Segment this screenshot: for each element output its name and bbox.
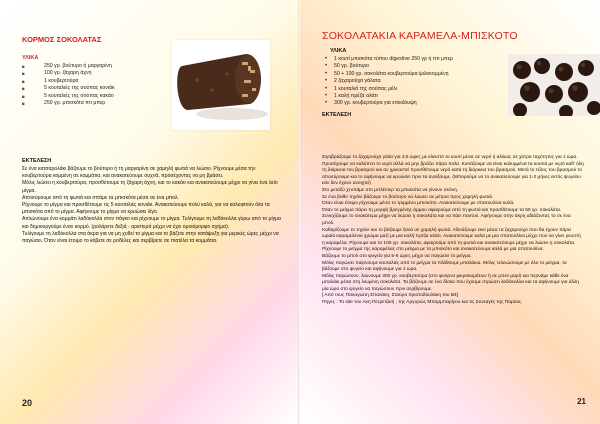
method-paragraph: Ρίχνουμε το μείγμα της καραμέλας στο μείγμα με τα μπισκότο και ανακατεύουμε καλά με μια σπατουλίνα. xyxy=(322,247,544,253)
method-paragraph: Αποσύρουμε από τη φωτιά και σπάμε τα μπισκότα μέσα σε ένα μπολ. xyxy=(22,194,179,201)
ingredient-item: • 50 + 100 γρ. σοκολάτα κουβερτούρα ψιλοκομμένη xyxy=(322,71,507,78)
ingredient-item: • 1 κουτί μπισκότα τύπου digestive 250 γρ ή πτι μπερ xyxy=(322,56,507,63)
method-text xyxy=(22,166,284,245)
recipe-title: ΚΟΡΜΟΣ ΣΟΚΟΛΑΤΑΣ xyxy=(22,35,102,44)
ingredient-item: • 1 κουταλιά της σούπας μέλι xyxy=(322,86,507,93)
ingredient-item: ◙ 5 κουταλιές της σούπας κονιάκ xyxy=(22,85,172,92)
ingredient-item: ◙ 1 κουβερτούρα xyxy=(22,78,172,85)
ingredients-heading: ΥΛΙΚΑ xyxy=(22,55,39,61)
method-paragraph: Ρίχνουμε το μίγμα και προσθέτουμε τις 5 κουταλιές κονιάκ. Ανακατεύουμε πολύ καλά, για να καλυφτούν όλα τα μπισκότα από το μίγμα. Αφήνουμε το μίγμα να κρυώσει λίγο. xyxy=(22,202,270,216)
page-number: 21 xyxy=(577,397,586,406)
ingredient-item: • 300 γρ. κουβερτούρα για επικάλυψη xyxy=(322,100,507,107)
sources-text: Πηγες : To site του Ακη Πετρετζική , της Αργυρώς Μπαρμπαρίγου και τις Συνταγές της Παρέας. xyxy=(322,300,523,306)
method-paragraph: Όταν είναι έτοιμο ρίχνουμε μέσα το τριμμένο μπισκότο. Ανακατεύουμε με σπατουλίνα καλά. xyxy=(322,201,515,207)
method-heading: ΕΚΤΕΛΕΣΗ xyxy=(322,112,352,118)
right-page xyxy=(300,0,600,424)
ingredient-item: • 1 καλή πρέζα αλάτι xyxy=(322,93,507,100)
ingredient-item: • 2 ζαχαρούχα γάλατα xyxy=(322,78,507,85)
ingredients-heading: ΥΛΙΚΑ xyxy=(330,48,347,54)
method-paragraph: Μόλις παγώσει παίρνουμε κουταλιές από το μείγμα τα πλάθουμε μπαλάκια. Μόλις τελειώσουμε με όλο το μείγμα, τα βάζουμε στο ψυγείο και αφήνουμε για 1 ώρα. xyxy=(322,260,567,273)
method-paragraph: Τυλίγουμε τη λαδόκολλα στα άκρα για να μη χυθεί το μίγμα και το βάζετε στην κατάψυξη για μερικές ώρες μέχρι να παγώσει. Όταν είναι έτοιμο το κόβετε σε ροδέλες και σερβίρετε σε πιατέλα τα κομμάτια. xyxy=(22,230,279,245)
method-paragraph: Βάζουμε το μπολ στο ψυγείο για 5-6 ώρες μέχρι να παγώσει το μείγμα. xyxy=(322,253,472,259)
recipe-title: ΣΟΚΟΛΑΤΑΚΙΑ ΚΑΡΑΜΕΛΑ-ΜΠΙΣΚΟΤΟ xyxy=(322,30,518,42)
method-text xyxy=(322,155,584,307)
method-paragraph: Μόλις παγώσουν, λιώνουμε 300 γρ. κουβερτούρα (στο φούρνο μικροκυμάτων ή σε μπεν μαρί) και περνάμε κάθε ένα μπαλάκι μέσα στη λιωμένη σοκολάτα. Τα βάζουμε σε ένα δίσκο που έχουμε στρώσει λαδόκολλα και τα αφήνουμε για άλλη μία ώρα στο ψυγείο να παγώσουν πριν σερβίρουμε. xyxy=(322,273,579,292)
method-paragraph: Σε ένα βαθύ τηγάνι βάζουμε το βούτυρο να λιώσει σε μέτρια προς χαμηλή φωτιά. xyxy=(322,194,494,200)
method-paragraph: Απλώνουμε ένα κομμάτι λαδόκολλα στον πάγκο και ρίχνουμε το μίγμα. Τυλίγουμε τη λαδόκολλα γύρω από το μίγμα και δημιουργούμε έναν κορμό. (ρολάρετε δεξιά - αριστερά μέχρι να έχει ομοιόμορφο σχήμα). xyxy=(22,216,281,230)
method-heading: ΕΚΤΕΛΕΣΗ xyxy=(22,158,52,164)
method-paragraph: Στο μεταξύ χτυπάμε στο μπλέντερ τα μπισκότα να γίνουν σκόνη. xyxy=(322,187,459,193)
method-paragraph: Όταν το μείγμα πάρει τη μορφή βρεγμένης άμμου αφαιρούμε από τη φωτιά και προσθέτουμε τα 50 γρ. σοκολάτα. Συνεχίζουμε το ανακάτεμα μέχρι να λιώσει η σοκολάτα και να πάει παντού. Αφήνουμε στην άκρη αδιάζοντας το σε ένα μπολ. xyxy=(322,207,571,226)
method-paragraph: Σιγοβράζουμε το ζαχαρούχο γάλα για 3,5 ώρες με κλειστό το κουτί μέσα σε νερό ή αλλιώς σε χύτρα ταχύτητος για 1 ώρα. Προσέχουμε να καλύπτει το νερό αλλά να μην βράζει πάρα πολύ. Κοιτάζουμε να είναι καλυμμένα τα κουτιά με νερό καθ' όλη τη διάρκεια του βρασμού και αν χρειαστεί προσθέτουμε νερό κατά τη διάρκεια του βρασμού. Μετά το τέλος του βρασμού το αποσύρουμε και το αφήνουμε να κρυώσει πριν τα ανοίξουμε. (Μπορούμε να το ανακατεύουμε για 1-2 μήνες εκτός ψυγείου εάν δεν έχουν ανοιχτεί) xyxy=(322,155,584,187)
ingredient-item: ◙ 250 γρ. βούτυρο ή μαργαρίνη xyxy=(22,63,172,70)
ingredient-item: ◙ 100 γρ. ζάχαρη άχνη xyxy=(22,70,172,77)
ingredient-item: ◙ 250 γρ. μπισκότα πτι μπερ xyxy=(22,100,172,107)
method-paragraph: Σε ένα κατσαρολάκι βάζουμε το βούτυρο ή τη μαργαρίνη σε χαμηλή φωτιά να λιώσει. Ρίχνουμε μέσα την κουβερτούρα κομμένη σε κομμάτια, και ανακατεύουμε συχνά, προσέχοντας να μη βράσει. xyxy=(22,166,256,180)
page-number: 20 xyxy=(22,398,33,408)
ingredient-item: • 50 γρ. βούτυρο xyxy=(322,63,507,70)
method-paragraph: Καθαρίζουμε το τηγάνι και το βάζουμε ξανά σε χαμηλή φωτιά. Αδειάζουμε εκεί μέσα τα ζαχαρούχα που θα έχουν πάρει ωραία καραμελένια χρώμα μαζί με μια καλή πρέζα αλάτι. Ανακατεύουμε καλά με μια σπατουλίνα μέχρι που να γίνει ρευστή η καραμέλα. Ρίχνουμε και τα 100 γρ. σοκολάτα, αφαιρούμε από τη φωτιά και ανακατεύουμε μέχρι να λιώσει η σοκολάτα. xyxy=(322,227,581,246)
ingredient-item: ◙ 5 κουταλιές της σούπας κακάο xyxy=(22,93,172,100)
credits-text: [ Από τους Παναγιώτη Σπανάκη, Σταύρο Χριστοδουλάκη του Β4] xyxy=(322,293,459,299)
chocolate-truffles-photo xyxy=(508,54,600,116)
ingredients-list xyxy=(322,56,507,108)
method-paragraph: Μόλις λιώσει η κουβερτούρα, προσθέτουμε τη ζάχαρη άχνη, και το κακάο και ανακατεύουμε μέχρι να γίνει ένα λείο μίγμα. xyxy=(22,180,278,194)
chocolate-salami-photo xyxy=(172,40,270,130)
ingredients-list xyxy=(22,63,172,107)
